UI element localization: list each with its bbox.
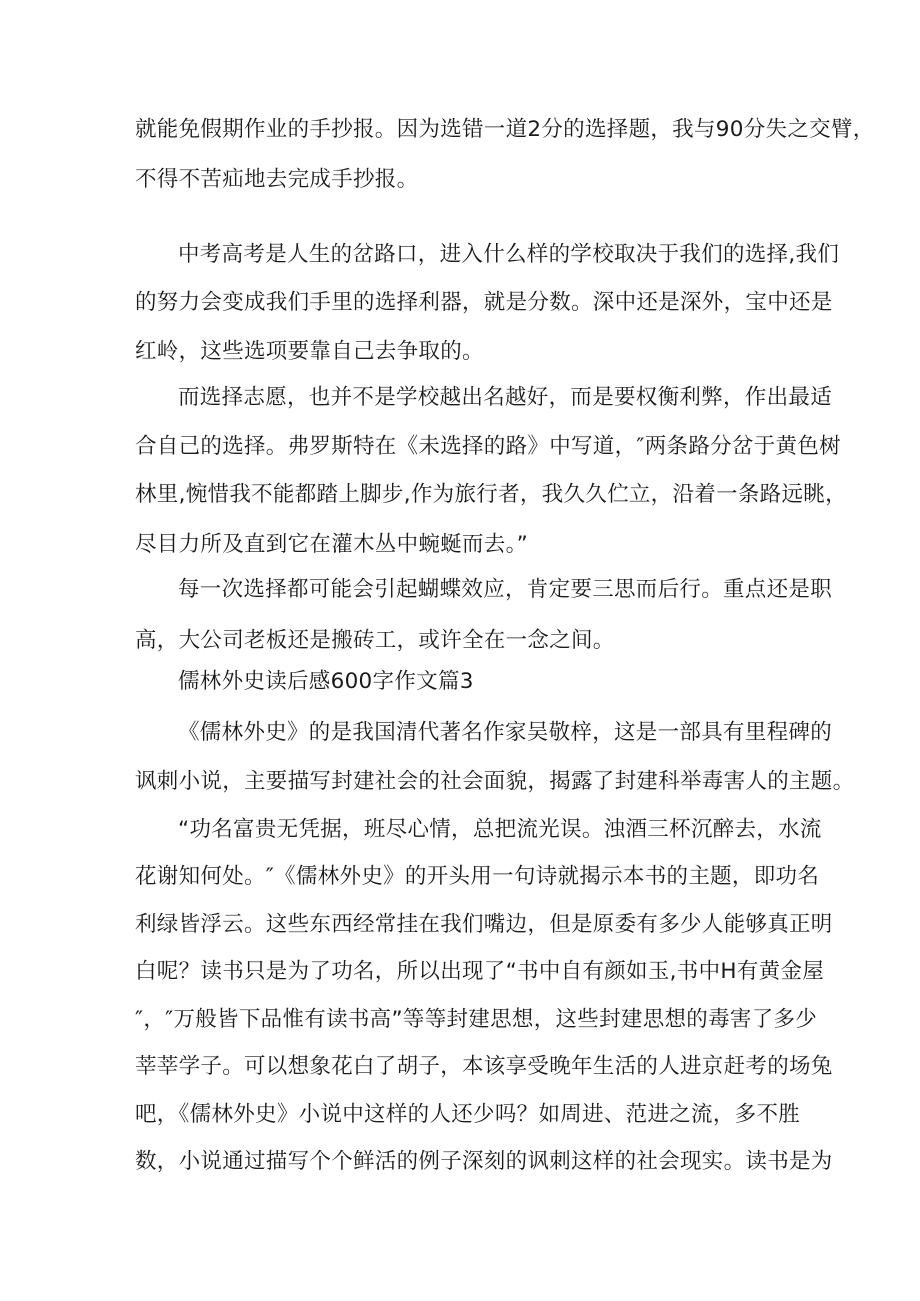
text-line: 吧，《儒林外史》小说中这样的人还少吗？如周进、范进之流，多不胜 <box>135 1102 801 1127</box>
text-line: 讽刺小说，主要描写封建社会的社会面貌，揭露了封建科举毒害人的主题。 <box>135 769 855 794</box>
section-heading: 儒林外史读后感600字作文篇3 <box>178 669 474 694</box>
text-line: 红岭，这些选项要靠自己去争取的。 <box>135 339 484 364</box>
text-line: 数，小说通过描写个个鲜活的例子深刻的讽刺这样的社会现实。读书是为 <box>135 1149 833 1174</box>
text-line: 林里,惋惜我不能都踏上脚步,作为旅行者，我久久伫立，沿着一条路远眺， <box>135 482 847 507</box>
text-line: 《儒林外史》的是我国清代著名作家吴敬梓，这是一部具有里程碑的 <box>178 720 833 745</box>
text-line: 莘莘学子。可以想象花白了胡子，本该享受晚年生活的人进京赶考的场兔 <box>135 1054 833 1079</box>
text-line: 中考高考是人生的岔路口，进入什么样的学校取决于我们的选择,我们 <box>178 242 840 267</box>
text-line: 的努力会变成我们手里的选择利器，就是分数。深中还是深外，宝中还是 <box>135 290 833 315</box>
text-line: 不得不苦疝地去完成手抄报。 <box>135 167 419 192</box>
text-line: 而选择志愿，也并不是学校越出名越好，而是要权衡利弊，作出最适 <box>178 385 833 410</box>
text-line: “功名富贵无凭据，班尽心情，总把流光误。浊酒三杯沉醉去，水流 <box>178 817 822 842</box>
text-line: 尽目力所及直到它在灌木丛中蜿蜒而去。” <box>135 532 529 557</box>
text-line: 合自己的选择。弗罗斯特在《未选择的路》中写道，″两条路分岔于黄色树 <box>135 434 841 459</box>
text-line: 利绿皆浮云。这些东西经常挂在我们嘴边，但是原委有多少人能够真正明 <box>135 912 833 937</box>
text-line: 每一次选择都可能会引起蝴蝶效应，肯定要三思而后行。重点还是职 <box>178 577 833 602</box>
text-line: 高，大公司老板还是搬砖工，或许全在一念之间。 <box>135 628 615 653</box>
text-line: ″，″万般皆下品惟有读书高”等等封建思想，这些封建思想的毒害了多少 <box>135 1007 818 1032</box>
text-line: 就能免假期作业的手抄报。因为选错一道2分的选择题，我与90分失之交臂， <box>135 117 875 142</box>
text-line: 花谢知何处。″《儒林外史》的开头用一句诗就揭示本书的主题，即功名 <box>135 864 820 889</box>
text-line: 白呢？读书只是为了功名，所以出现了“书中自有颜如玉,书中H有黄金屋 <box>135 959 825 984</box>
